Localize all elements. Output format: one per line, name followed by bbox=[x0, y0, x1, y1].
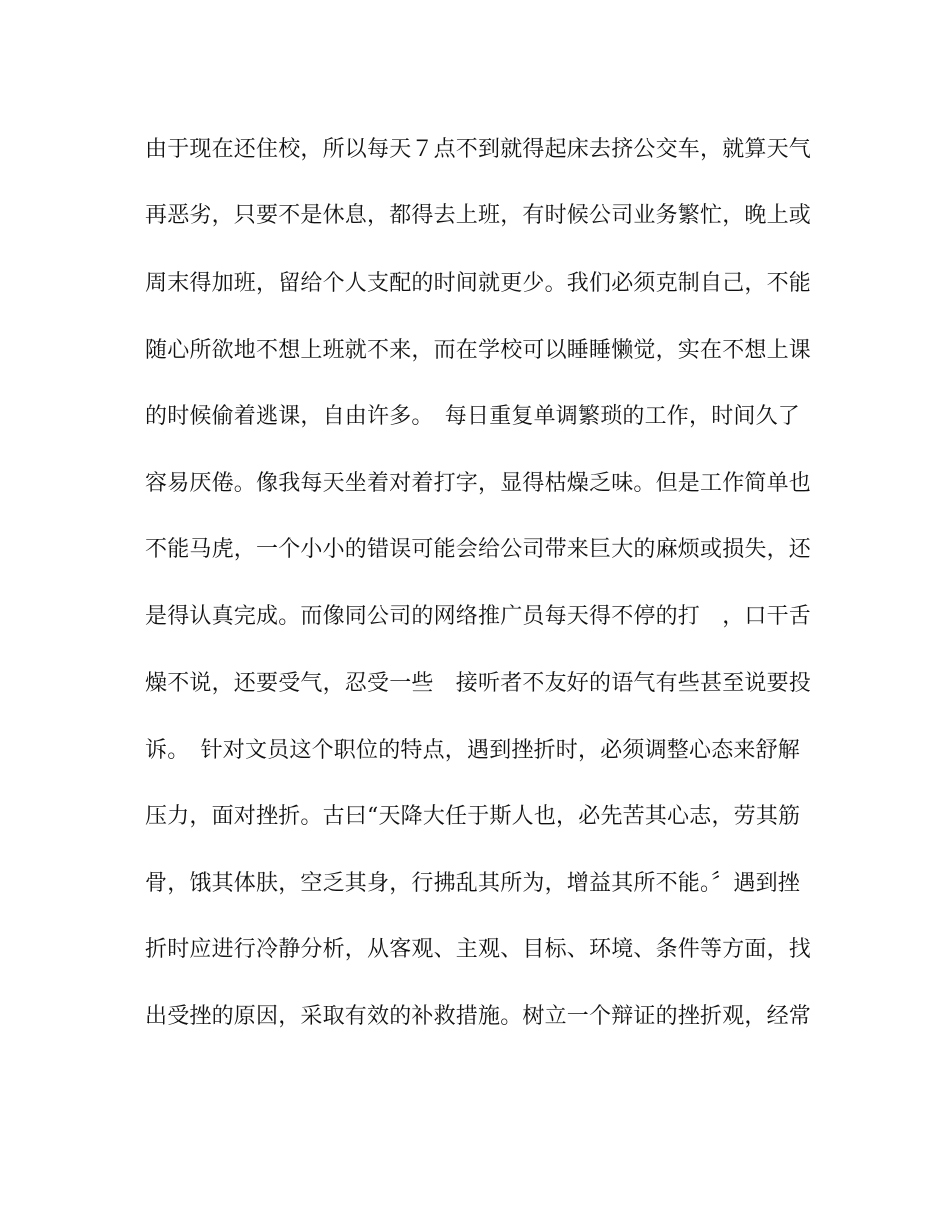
text-line: 再恶劣，只要不是休息，都得去上班，有时候公司业务繁忙，晚上或 bbox=[145, 203, 812, 228]
text-line: 随心所欲地不想上班就不来，而在学校可以睡睡懒觉，实在不想上课 bbox=[145, 338, 812, 363]
text-line: 压力，面对挫折。古曰“天降大任于斯人也，必先苦其心志，劳其筋 bbox=[145, 804, 801, 829]
text-line: 燥不说，还要受气，忍受一些 接听者不友好的语气有些甚至说要投 bbox=[145, 671, 812, 696]
text-line: 诉。 针对文员这个职位的特点，遇到挫折时，必须调整心态来舒解 bbox=[145, 738, 801, 763]
text-line: 周末得加班，留给个人支配的时间就更少。我们必须克制自己，不能 bbox=[145, 271, 812, 296]
text-line: 是得认真完成。而像同公司的网络推广员每天得不停的打 ，口干舌 bbox=[145, 604, 812, 629]
text-line: 的时候偷着逃课，自由许多。 每日重复单调繁琐的工作，时间久了 bbox=[145, 404, 801, 429]
text-line: 出受挫的原因，采取有效的补救措施。树立一个辩证的挫折观，经常 bbox=[145, 1004, 812, 1029]
text-line: 不能马虎，一个小小的错误可能会给公司带来巨大的麻烦或损失，还 bbox=[145, 537, 812, 562]
text-line: 折时应进行冷静分析，从客观、主观、目标、环境、条件等方面，找 bbox=[145, 937, 812, 962]
text-line: 骨，饿其体肤，空乏其身，行拂乱其所为，增益其所不能。〞遇到挫 bbox=[145, 871, 801, 896]
text-line: 由于现在还住校，所以每天７点不到就得起床去挤公交车，就算天气 bbox=[145, 137, 812, 162]
text-line: 容易厌倦。像我每天坐着对着打字，显得枯燥乏味。但是工作简单也 bbox=[145, 471, 812, 496]
